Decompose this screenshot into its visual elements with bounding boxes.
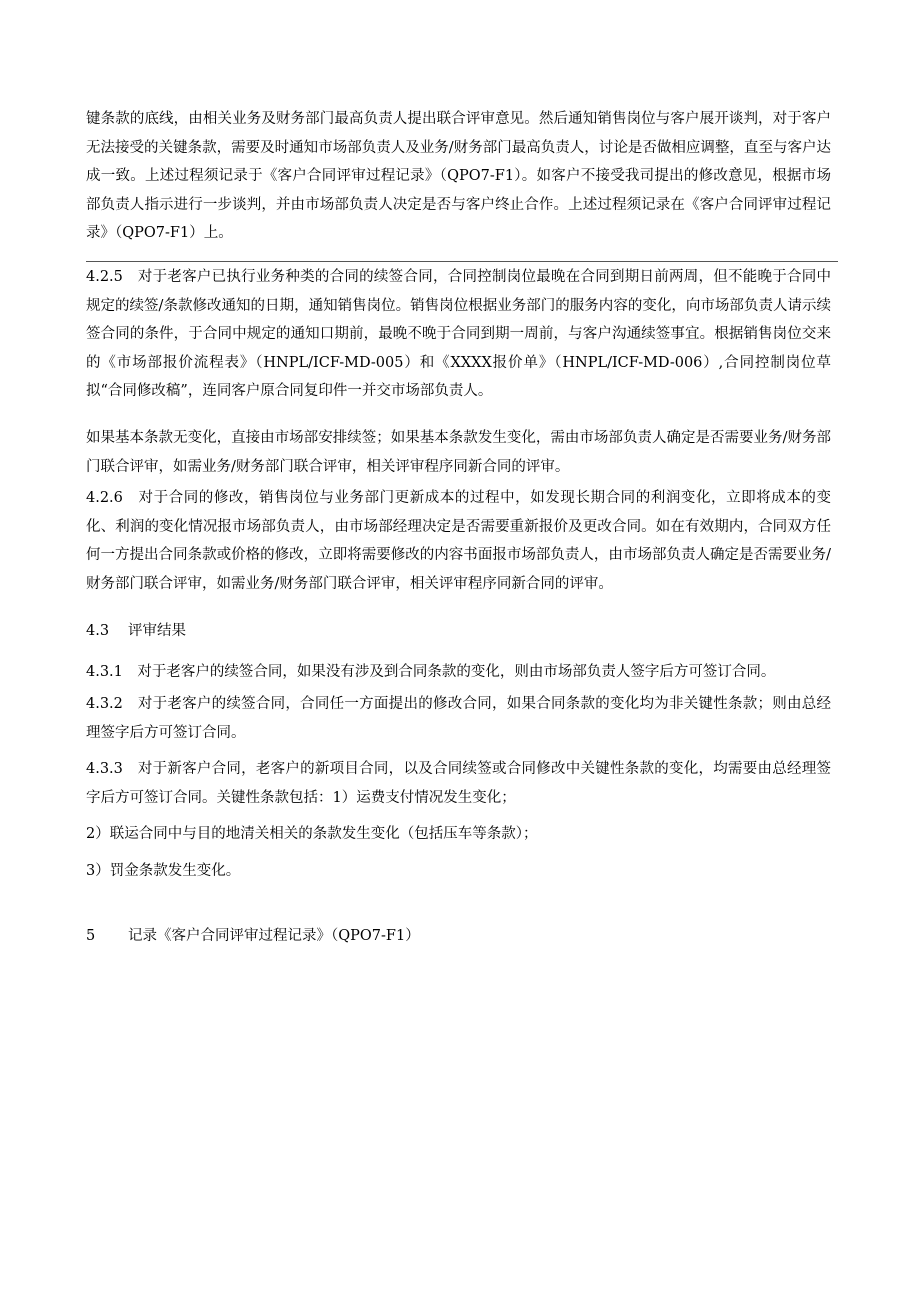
divider-line [86, 261, 838, 262]
section-4-3-title: 评审结果 [128, 623, 186, 639]
clause-4-3-3: 4.3.3 对于新客户合同，老客户的新项目合同，以及合同续签或合同修改中关键性条款的变化，均需要由总经理签字后方可签订合同。关键性条款包括：1）运费支付情况发生变化； [86, 761, 831, 806]
list-item-3: 3）罚金条款发生变化。 [86, 863, 241, 879]
clause-4-3-3-block [86, 755, 831, 812]
section-5-number: 5 [86, 928, 96, 944]
clause-4-2-6-block [86, 484, 831, 598]
clause-4-2-5: 4.2.5 对于老客户已执行业务种类的合同的续签合同，合同控制岗位最晚在合同到期日前两周，但不能晚于合同中规定的续签/条款修改通知的日期，通知销售岗位。销售岗位根据业务部门的服务内容的变化，向市场部负责人请示续签合同的条件，于合同中规定的通知口期前，最晚不晚于合同到期一周前，与客户沟通续签事宜。根据销售岗位交来的《市场部报价流程表》（HNPL/ICF-MD-005）和《XXXX报价单》（HNPL/ICF-MD-006）,合同控制岗位草拟“合同修改稿”，连同客户原合同复印件一并交市场部负责人。 [86, 269, 831, 400]
section-5-title: 记录《客户合同评审过程记录》（QPO7-F1） [128, 928, 420, 944]
section-4-3-number: 4.3 [86, 623, 110, 639]
clause-4-2-5-continuation: 如果基本条款无变化，直接由市场部安排续签；如果基本条款发生变化，需由市场部负责人确定是否需要业务/财务部门联合评审，如需业务/财务部门联合评审，相关评审程序同新合同的评审。 [86, 430, 831, 475]
item-2-block [86, 820, 831, 849]
intro-paragraph-block [86, 105, 831, 248]
clause-4-2-5-block [86, 263, 831, 406]
item-3-block [86, 857, 831, 886]
clause-4-3-1: 4.3.1 对于老客户的续签合同，如果没有涉及到合同条款的变化，则由市场部负责人签字后方可签订合同。 [86, 664, 776, 680]
clause-4-3-2-block [86, 690, 831, 747]
clause-4-2-6: 4.2.6 对于合同的修改，销售岗位与业务部门更新成本的过程中，如发现长期合同的利润变化，立即将成本的变化、利润的变化情况报市场部负责人，由市场部经理决定是否需要重新报价及更改合同。如在有效期内，合同双方任何一方提出合同条款或价格的修改，立即将需要修改的内容书面报市场部负责人，由市场部负责人确定是否需要业务/财务部门联合评审，如需业务/财务部门联合评审，相关评审程序同新合同的评审。 [86, 490, 831, 592]
list-item-2: 2）联运合同中与目的地清关相关的条款发生变化（包括压车等条款）； [86, 826, 538, 842]
clause-4-3-2: 4.3.2 对于老客户的续签合同，合同任一方面提出的修改合同，如果合同条款的变化均为非关键性条款；则由总经理签字后方可签订合同。 [86, 696, 831, 741]
intro-paragraph: 键条款的底线，由相关业务及财务部门最高负责人提出联合评审意见。然后通知销售岗位与客户展开谈判，对于客户无法接受的关键条款，需要及时通知市场部负责人及业务/财务部门最高负责人，讨论是否做相应调整，直至与客户达成一致。上述过程须记录于《客户合同评审过程记录》（QPO7-F1）。如客户不接受我司提出的修改意见，根据市场部负责人指示进行一步谈判，并由市场部负责人决定是否与客户终止合作。上述过程须记录在《客户合同评审过程记录》（QPO7-F1）上。 [86, 111, 831, 242]
section-5-heading [86, 922, 420, 950]
clause-4-3-1-block [86, 658, 831, 687]
section-4-3-heading [86, 617, 186, 645]
clause-4-2-5-cont-block [86, 424, 831, 481]
